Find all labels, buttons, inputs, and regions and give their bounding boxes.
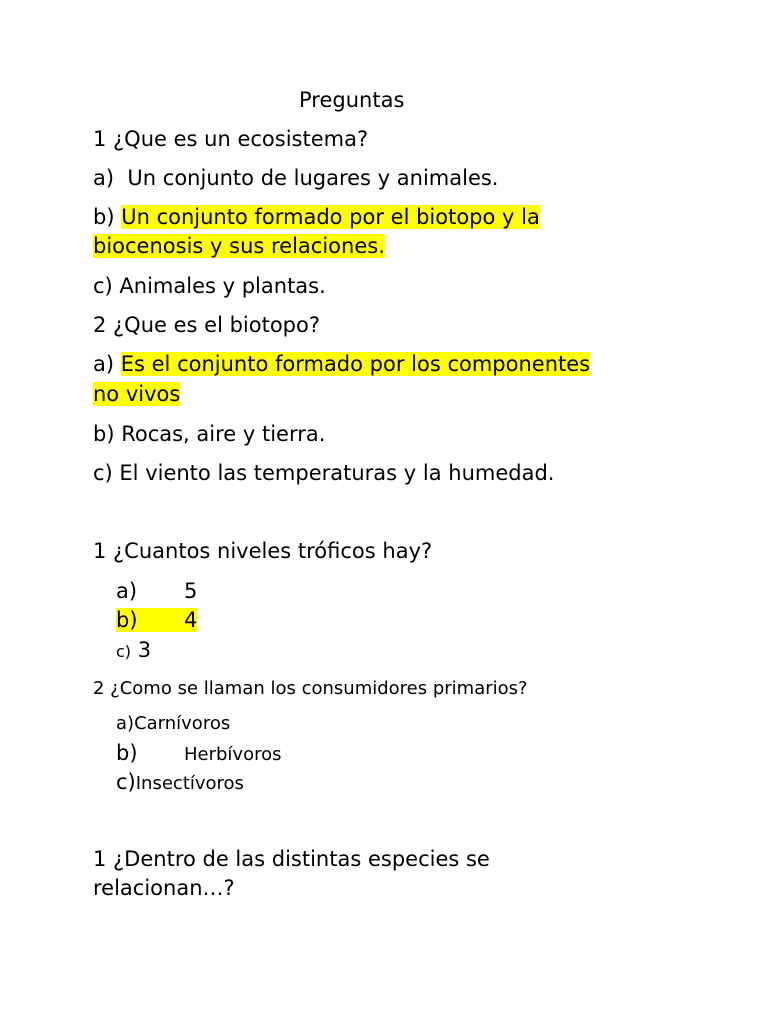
option-letter: b) [93, 205, 115, 229]
highlighted-answer: Un conjunto formado por el biotopo y la [121, 205, 540, 229]
answer-option-b [93, 203, 540, 232]
answer-option-b: b) Rocas, aire y tierra. [93, 422, 326, 446]
answer-option-b [116, 606, 197, 635]
answer-option-a-continued [93, 380, 180, 409]
answer-option-b [116, 740, 282, 768]
option-letter: a) [93, 166, 115, 190]
highlighted-answer: no vivos [93, 382, 181, 406]
option-letter: a) [116, 713, 135, 734]
option-text: 5 [184, 579, 198, 603]
answer-option-a [93, 350, 590, 379]
option-letter: a) [116, 579, 138, 603]
option-letter: c) [116, 642, 132, 661]
question-niveles-troficos: 1 ¿Cuantos niveles tróficos hay? [93, 539, 433, 563]
option-text: Un conjunto de lugares y animales. [127, 166, 499, 190]
answer-option-b-continued [93, 232, 385, 261]
answer-option-c: c) El viento las temperaturas y la humedad. [93, 461, 555, 485]
option-text: Carnívoros [134, 713, 231, 734]
question-biotopo: 2 ¿Que es el biotopo? [93, 313, 321, 337]
option-text: 3 [137, 638, 152, 662]
question-ecosistema: 1 ¿Que es un ecosistema? [93, 127, 369, 151]
option-letter: b) [116, 741, 138, 765]
answer-option-a [93, 164, 498, 193]
answer-option-a [116, 577, 197, 606]
option-letter: c) [116, 770, 136, 794]
option-text: 4 [184, 608, 198, 632]
answer-option-c [116, 636, 151, 666]
question-especies-continued: relacionan…? [93, 876, 235, 900]
answer-option-c [116, 769, 244, 797]
page-title: Preguntas [299, 88, 405, 112]
option-text: Insectívoros [135, 773, 244, 794]
highlighted-answer: Es el conjunto formado por los componentes [120, 352, 591, 376]
option-text: Herbívoros [184, 744, 282, 765]
answer-option-c: c) Animales y plantas. [93, 274, 326, 298]
question-especies: 1 ¿Dentro de las distintas especies se [93, 847, 490, 871]
answer-option-a [116, 711, 230, 737]
option-letter: b) [116, 608, 138, 632]
highlighted-answer [116, 608, 197, 632]
question-consumidores-primarios: 2 ¿Como se llaman los consumidores primarios? [93, 678, 528, 699]
option-letter: a) [93, 352, 115, 376]
highlighted-answer: biocenosis y sus relaciones. [93, 234, 385, 258]
